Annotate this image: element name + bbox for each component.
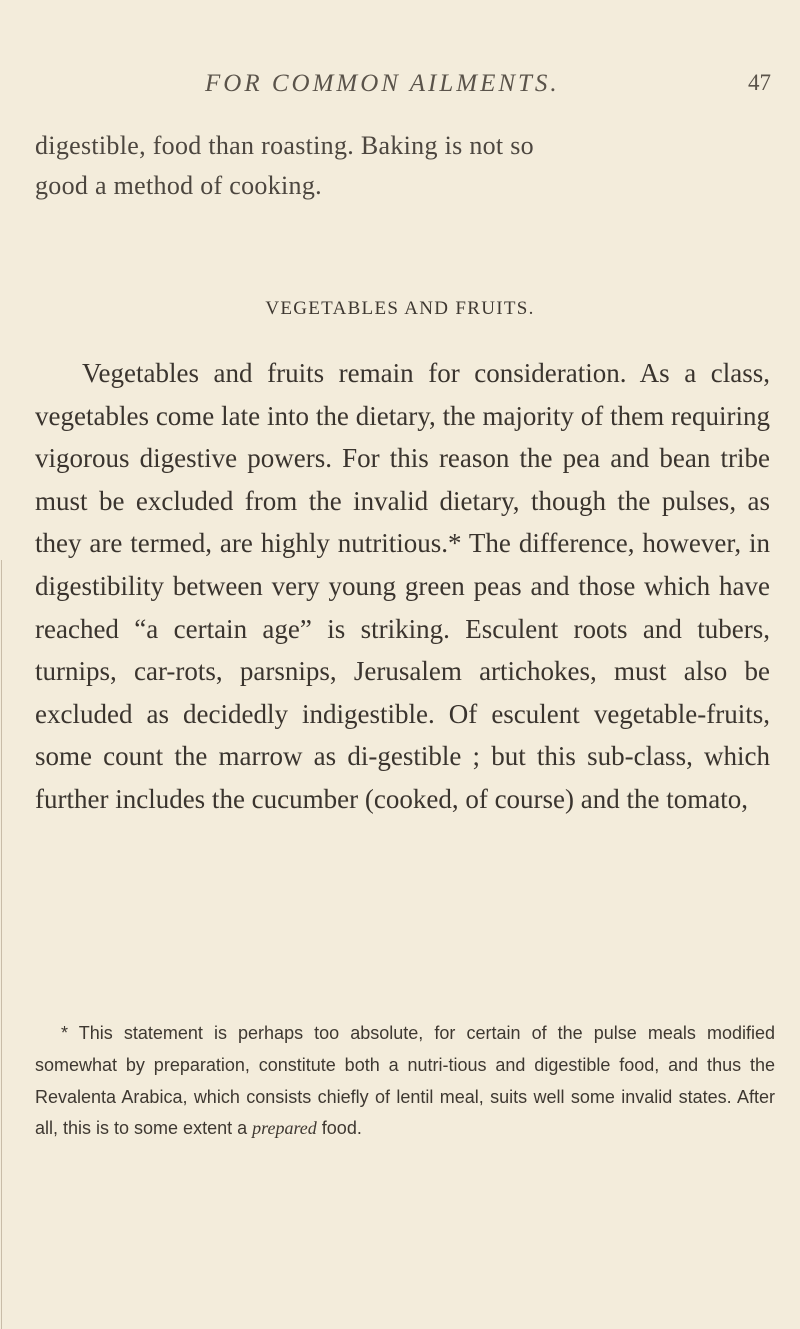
footnote-emphasis: prepared — [252, 1118, 317, 1139]
page-header — [0, 70, 800, 110]
page-number: 47 — [748, 70, 771, 95]
page-edge-line — [1, 560, 2, 1329]
footnote — [35, 1018, 775, 1145]
section-heading: VEGETABLES AND FRUITS. — [265, 298, 535, 319]
footnote-text: * This statement is perhaps too absolute, for certain of the pulse meals modified somewhat by preparation, constitute both a nutri-tious and digestible food, and thus the Revalenta Arabica, which consists chiefly of lentil meal, suits well some invalid states. After all, this is to some extent a — [35, 1023, 775, 1139]
continued-text-line-2: good a method of cooking. — [35, 171, 322, 200]
main-paragraph: Vegetables and fruits remain for consideration. As a class, vegetables come late into the dietary, the majority of them requiring vigorous digestive powers. For this reason the pea and bean tribe must be excluded from the invalid dietary, though the pulses, as they are termed, are highly nutritious.* The difference, however, in digestibility between very young green peas and those which have reached “a certain age” is striking. Esculent roots and tubers, turnips, car-rots, parsnips, Jerusalem artichokes, must also be excluded as decidedly indigestible. Of esculent vegetable-fruits, some count the marrow as di-gestible ; but this sub-class, which further includes the cucumber (cooked, of course) and the tomato, — [35, 358, 770, 814]
continued-text-line-1: digestible, food than roasting. Baking is not so — [35, 131, 534, 160]
running-title: FOR COMMON AILMENTS. — [205, 70, 560, 97]
continued-text — [35, 126, 770, 206]
footnote-ending: food. — [321, 1118, 362, 1139]
